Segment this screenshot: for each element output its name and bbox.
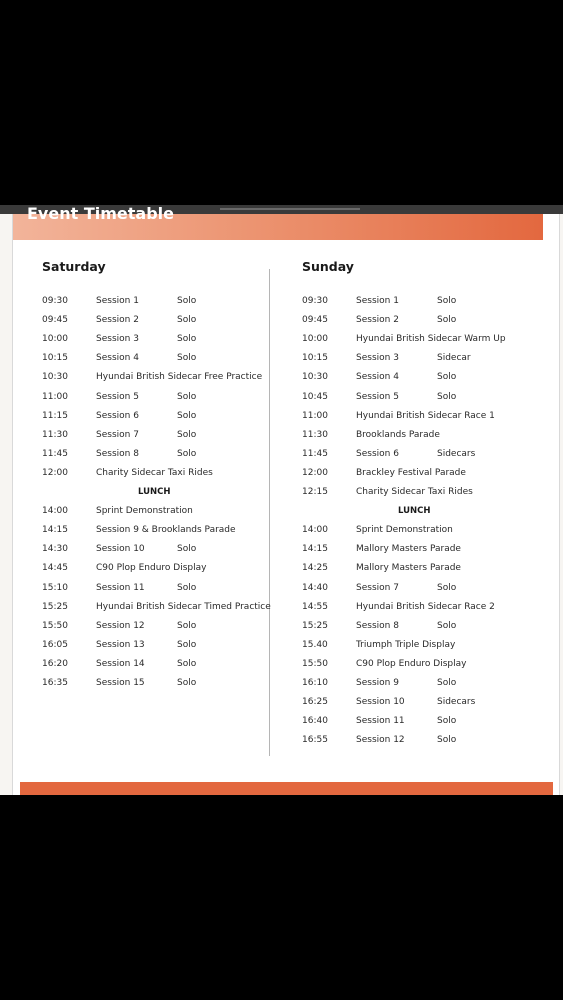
row-type: Solo (177, 678, 197, 688)
row-time: 10:00 (42, 334, 68, 344)
row-time: 15:10 (42, 583, 68, 593)
row-time: 16:05 (42, 640, 68, 650)
row-time: 14:30 (42, 544, 68, 554)
row-event: Session 5 (356, 392, 399, 402)
row-type: Solo (437, 678, 457, 688)
row-time: 10:45 (302, 392, 328, 402)
row-type: Solo (177, 449, 197, 459)
row-type: Solo (437, 583, 457, 593)
row-event: Session 8 (356, 621, 399, 631)
row-event: Session 1 (356, 296, 399, 306)
row-time: 09:30 (42, 296, 68, 306)
row-event: Session 14 (96, 659, 145, 669)
row-event: Session 10 (356, 697, 405, 707)
row-time: 16:20 (42, 659, 68, 669)
row-time: 10:30 (42, 372, 68, 382)
row-time: 09:45 (302, 315, 328, 325)
row-type: Solo (437, 621, 457, 631)
row-event: Mallory Masters Parade (356, 544, 461, 554)
row-time: 16:10 (302, 678, 328, 688)
row-time: 10:15 (302, 353, 328, 363)
row-event: Session 9 (356, 678, 399, 688)
row-event: Session 2 (356, 315, 399, 325)
toolbar-indicator (220, 208, 360, 210)
row-type: Solo (177, 353, 197, 363)
row-event: Mallory Masters Parade (356, 563, 461, 573)
row-time: 14:45 (42, 563, 68, 573)
row-time: 10:15 (42, 353, 68, 363)
row-event: Session 12 (96, 621, 145, 631)
row-type: Solo (437, 296, 457, 306)
row-event: Session 15 (96, 678, 145, 688)
row-type: Solo (177, 334, 197, 344)
row-event: Session 4 (356, 372, 399, 382)
saturday-heading: Saturday (42, 259, 106, 274)
row-event: Session 13 (96, 640, 145, 650)
row-event: Session 11 (356, 716, 405, 726)
row-time: 14:00 (42, 506, 68, 516)
row-type: Solo (177, 659, 197, 669)
row-event: Session 10 (96, 544, 145, 554)
row-time: 15:50 (42, 621, 68, 631)
row-event: Session 1 (96, 296, 139, 306)
page-title: Event Timetable (27, 205, 174, 223)
row-type: Solo (177, 430, 197, 440)
row-time: 14:40 (302, 583, 328, 593)
row-event: Session 6 (356, 449, 399, 459)
row-time: 16:25 (302, 697, 328, 707)
row-time: 15:50 (302, 659, 328, 669)
row-type: Solo (177, 411, 197, 421)
row-event: Session 11 (96, 583, 145, 593)
row-event: Sprint Demonstration (356, 525, 453, 535)
row-event: Session 5 (96, 392, 139, 402)
row-type: Sidecars (437, 449, 476, 459)
page-sheet (12, 214, 560, 795)
column-divider (269, 269, 270, 756)
row-type: Solo (437, 735, 457, 745)
row-event: Hyundai British Sidecar Race 1 (356, 411, 495, 421)
row-event: Session 2 (96, 315, 139, 325)
row-time: 15.40 (302, 640, 328, 650)
row-time: 14:00 (302, 525, 328, 535)
row-event: Session 8 (96, 449, 139, 459)
row-type: Solo (177, 392, 197, 402)
row-event: Session 3 (356, 353, 399, 363)
row-type: Sidecars (437, 697, 476, 707)
row-type: Solo (177, 640, 197, 650)
row-time: 12:15 (302, 487, 328, 497)
row-time: 12:00 (42, 468, 68, 478)
row-event: Session 9 & Brooklands Parade (96, 525, 236, 535)
row-event: Session 7 (356, 583, 399, 593)
document-page (0, 205, 563, 795)
row-time: 11:00 (42, 392, 68, 402)
row-event: Charity Sidecar Taxi Rides (356, 487, 473, 497)
row-event: Session 4 (96, 353, 139, 363)
row-time: 14:15 (42, 525, 68, 535)
row-time: 09:30 (302, 296, 328, 306)
row-event: Brooklands Parade (356, 430, 440, 440)
row-event: Charity Sidecar Taxi Rides (96, 468, 213, 478)
row-time: 09:45 (42, 315, 68, 325)
row-event: Brackley Festival Parade (356, 468, 466, 478)
row-type: Solo (177, 583, 197, 593)
row-time: 10:30 (302, 372, 328, 382)
row-time: 15:25 (302, 621, 328, 631)
row-event: Hyundai British Sidecar Timed Practice (96, 602, 271, 612)
row-event: Sprint Demonstration (96, 506, 193, 516)
row-type: Solo (177, 315, 197, 325)
row-event: Session 3 (96, 334, 139, 344)
row-time: 12:00 (302, 468, 328, 478)
row-time: 16:35 (42, 678, 68, 688)
row-time: 15:25 (42, 602, 68, 612)
row-event: Session 12 (356, 735, 405, 745)
row-event: Hyundai British Sidecar Warm Up (356, 334, 506, 344)
row-time: 16:40 (302, 716, 328, 726)
row-type: Solo (437, 392, 457, 402)
row-type: Solo (437, 372, 457, 382)
row-type: Solo (437, 716, 457, 726)
row-time: 14:25 (302, 563, 328, 573)
sunday-heading: Sunday (302, 259, 354, 274)
row-type: Sidecar (437, 353, 471, 363)
row-time: 10:00 (302, 334, 328, 344)
row-event: Triumph Triple Display (356, 640, 456, 650)
row-time: 11:30 (302, 430, 328, 440)
row-event: Hyundai British Sidecar Race 2 (356, 602, 495, 612)
row-time: 14:55 (302, 602, 328, 612)
row-event: C90 Plop Enduro Display (96, 563, 207, 573)
row-type: Solo (177, 296, 197, 306)
row-event: Hyundai British Sidecar Free Practice (96, 372, 263, 382)
row-time: 11:30 (42, 430, 68, 440)
row-type: Solo (177, 544, 197, 554)
header-banner (13, 205, 543, 240)
row-type: Solo (177, 621, 197, 631)
row-time: 11:45 (42, 449, 68, 459)
row-event: Session 7 (96, 430, 139, 440)
row-type: Solo (437, 315, 457, 325)
footer-banner (20, 782, 553, 795)
row-time: 11:45 (302, 449, 328, 459)
row-time: 14:15 (302, 544, 328, 554)
row-time: 16:55 (302, 735, 328, 745)
row-time: 11:00 (302, 411, 328, 421)
lunch-break: LUNCH (398, 506, 431, 516)
row-event: Session 6 (96, 411, 139, 421)
row-event: C90 Plop Enduro Display (356, 659, 467, 669)
row-time: 11:15 (42, 411, 68, 421)
lunch-break: LUNCH (138, 487, 171, 497)
